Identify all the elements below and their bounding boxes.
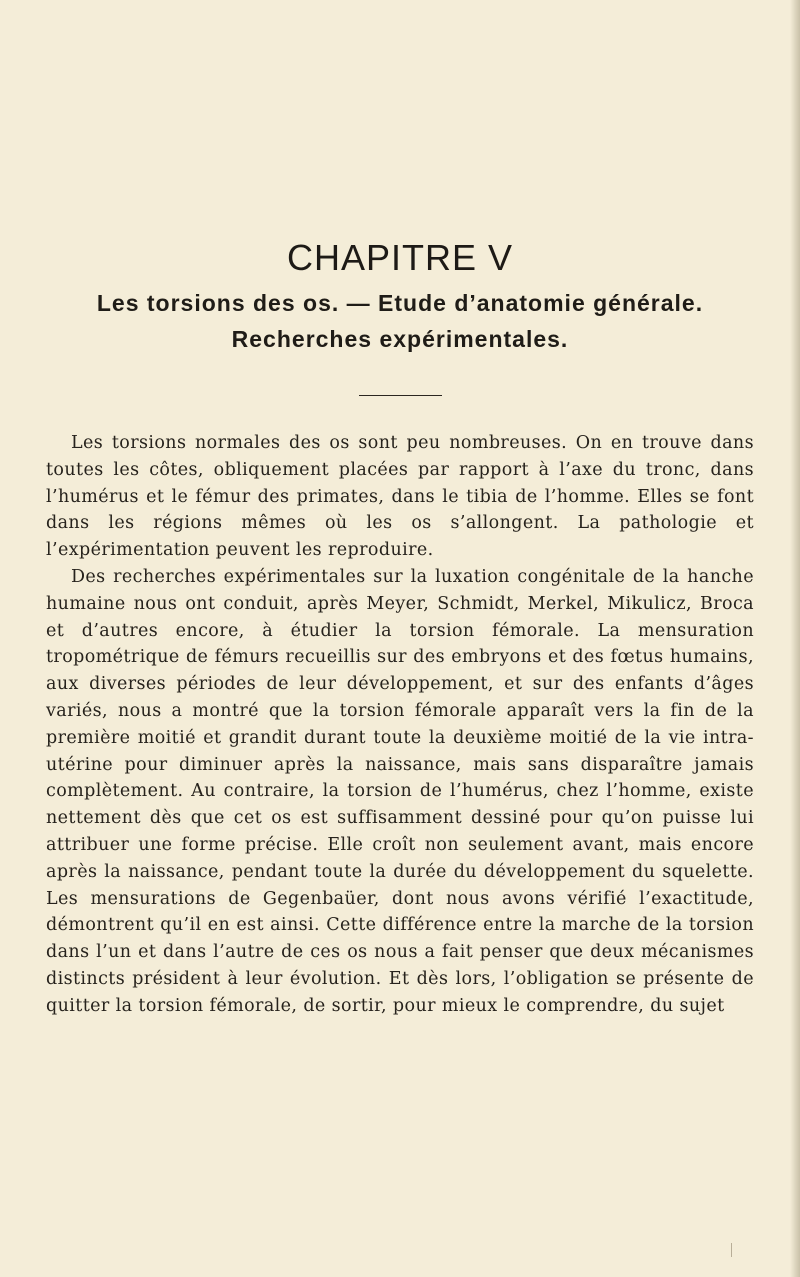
- heading-divider: [359, 395, 442, 396]
- page-edge-shadow: [790, 0, 800, 1277]
- paragraph-1: Les torsions normales des os sont peu nombreuses. On en trouve dans toutes les côtes, obliquement placées par rapport à l’axe du tronc, dans l’humérus et le fémur des primates, dans le tibia de l’homme. Elles se font dans les régions mêmes où les os s’allongent. La pathologie et l’expérimentation peuvent les reproduire.: [46, 433, 754, 561]
- section-heading-line-2: Recherches expérimentales.: [231, 326, 569, 352]
- paragraph-2: Des recherches expérimentales sur la luxation congénitale de la hanche humaine nous ont conduit, après Meyer, Schmidt, Merkel, Mikulicz, Broca et d’autres encore, à étudier la torsion fémorale. La mensuration tropométrique de fémurs recueillis sur des embryons et des fœtus humains, aux diverses périodes de leur développement, et sur des enfants d’âges variés, nous a montré que la torsion fémorale apparaît vers la fin de la première moitié et grandit durant toute la deuxième moitié de la vie intra-utérine pour diminuer après la naissance, mais sans disparaître jamais complètement. Au contraire, la torsion de l’humérus, chez l’homme, existe nettement dès que cet os est suffisamment dessiné pour qu’on puisse lui attribuer une forme précise. Elle croît non seulement avant, mais encore après la naissance, pendant toute la durée du développement du squelette. Les mensurations de Gegenbaüer, dont nous avons vérifié l’exactitude, démontrent qu’il en est ainsi. Cette différence entre la marche de la torsion dans l’un et dans l’autre de ces os nous a fait penser que deux mécanismes distincts président à leur évolution. Et dès lors, l’obligation se présente de quitter la torsion fémorale, de sortir, pour mieux le comprendre, du sujet: [46, 566, 754, 1016]
- page-mark: [731, 1243, 732, 1257]
- chapter-title: CHAPITRE V: [286, 237, 514, 278]
- body-text: [46, 430, 754, 1020]
- section-heading-line-1: Les torsions des os. — Etude d’anatomie générale.: [96, 290, 704, 316]
